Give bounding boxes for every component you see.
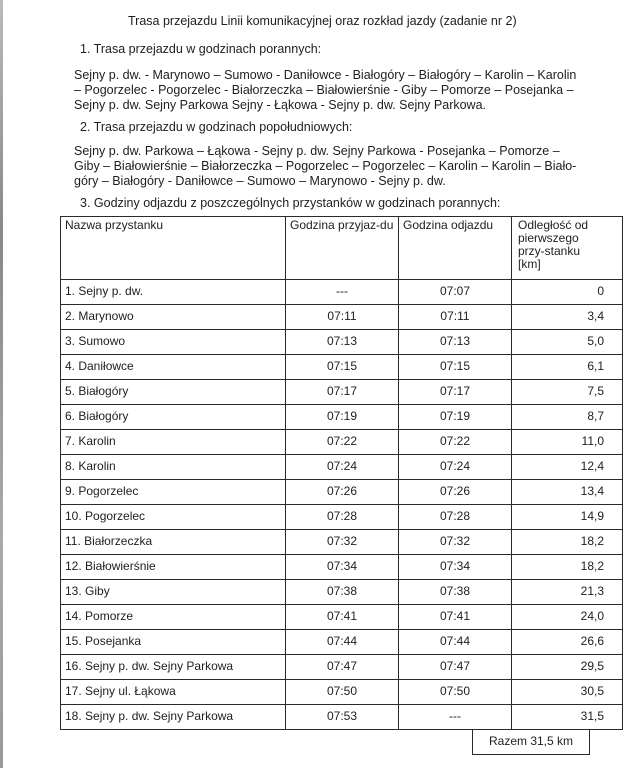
departure-time: 07:41	[439, 609, 471, 623]
distance-km: 6,1	[587, 359, 604, 373]
table-row	[61, 330, 623, 355]
stop-name: 10. Pogorzelec	[65, 509, 146, 523]
table-row	[61, 530, 623, 555]
departure-time: 07:38	[439, 584, 471, 598]
stop-name: 18. Sejny p. dw. Sejny Parkowa	[65, 709, 234, 723]
distance-km: 12,4	[580, 459, 604, 473]
table-row	[61, 380, 623, 405]
arrival-time: 07:47	[326, 659, 358, 673]
departure-time: 07:47	[439, 659, 471, 673]
header-departure: Godzina odjazdu	[399, 217, 512, 280]
departure-time: 07:15	[439, 359, 471, 373]
scan-edge	[0, 0, 3, 768]
section3-heading: 3. Godziny odjazdu z poszczególnych przystanków w godzinach porannych:	[80, 196, 501, 210]
distance-km: 3,4	[587, 309, 604, 323]
table-row	[61, 655, 623, 680]
distance-km: 5,0	[587, 334, 604, 348]
arrival-time: 07:24	[326, 459, 358, 473]
departure-time: 07:13	[439, 334, 471, 348]
arrival-time: ---	[336, 284, 348, 298]
departure-time: 07:32	[439, 534, 471, 548]
section2-heading: 2. Trasa przejazdu w godzinach popołudniowych:	[80, 120, 353, 134]
distance-km: 8,7	[587, 409, 604, 423]
stop-name: 17. Sejny ul. Łąkowa	[65, 684, 176, 698]
route-line: Sejny p. dw. Sejny Parkowa Sejny - Łąkowa - Sejny p. dw. Sejny Parkowa.	[74, 98, 487, 113]
distance-km: 0	[597, 284, 604, 298]
departure-time: 07:28	[439, 509, 471, 523]
arrival-time: 07:34	[326, 559, 358, 573]
arrival-time: 07:38	[326, 584, 358, 598]
header-name: Nazwa przystanku	[61, 217, 286, 280]
header-distance: Odległość od pierwszego przy-stanku [km]	[512, 217, 623, 280]
table-row	[61, 405, 623, 430]
document-title: Trasa przejazdu Linii komunikacyjnej oraz rozkład jazdy (zadanie nr 2)	[128, 14, 517, 28]
stop-name: 3. Sumowo	[65, 334, 126, 348]
section1-route	[74, 68, 576, 114]
distance-km: 18,2	[580, 534, 604, 548]
table-row	[61, 280, 623, 305]
route-line: Sejny p. dw. Parkowa – Łąkowa - Sejny p. dw. Sejny Parkowa - Posejanka – Pomorze –	[74, 144, 560, 158]
departure-time: 07:24	[439, 459, 471, 473]
arrival-time: 07:53	[326, 709, 358, 723]
departure-time: 07:07	[439, 284, 471, 298]
schedule-table	[60, 216, 623, 730]
departure-time: 07:26	[439, 484, 471, 498]
departure-time: 07:19	[439, 409, 471, 423]
table-row	[61, 355, 623, 380]
table-header-row	[61, 217, 623, 280]
distance-km: 11,0	[581, 434, 604, 448]
route-line: Giby – Białowierśnie – Białorzeczka – Pogorzelec – Pogorzelec – Karolin – Karolin – Biało-	[74, 159, 577, 174]
distance-km: 29,5	[580, 659, 604, 673]
total-distance: Razem 31,5 km	[472, 730, 590, 755]
arrival-time: 07:41	[326, 609, 358, 623]
arrival-time: 07:13	[326, 334, 358, 348]
distance-km: 21,3	[580, 584, 604, 598]
stop-name: 14. Pomorze	[65, 609, 134, 623]
route-line: Sejny p. dw. - Marynowo – Sumowo - Daniłowce - Białogóry – Białogóry – Karolin – Karolin	[74, 68, 577, 82]
route-line: góry – Białogóry - Daniłowce – Sumowo – Marynowo - Sejny p. dw.	[74, 174, 446, 189]
departure-time: ---	[449, 709, 461, 723]
distance-km: 13,4	[580, 484, 604, 498]
arrival-time: 07:32	[326, 534, 358, 548]
arrival-time: 07:50	[326, 684, 358, 698]
table-row	[61, 630, 623, 655]
distance-km: 24,0	[580, 609, 604, 623]
table-row	[61, 605, 623, 630]
arrival-time: 07:44	[326, 634, 358, 648]
arrival-time: 07:22	[326, 434, 358, 448]
table-row	[61, 705, 623, 730]
stop-name: 6. Białogóry	[65, 409, 129, 423]
route-line: – Pogorzelec - Pogorzelec - Białorzeczka – Białowierśnie - Giby – Pomorze – Posejanka –	[74, 83, 574, 98]
arrival-time: 07:19	[326, 409, 358, 423]
arrival-time: 07:15	[326, 359, 358, 373]
distance-km: 31,5	[580, 709, 604, 723]
section1-heading: 1. Trasa przejazdu w godzinach porannych:	[80, 42, 322, 56]
stop-name: 11. Białorzeczka	[65, 534, 153, 548]
departure-time: 07:44	[439, 634, 471, 648]
departure-time: 07:11	[440, 309, 470, 323]
arrival-time: 07:11	[327, 309, 357, 323]
stop-name: 1. Sejny p. dw.	[65, 284, 144, 298]
distance-km: 30,5	[580, 684, 604, 698]
table-row	[61, 555, 623, 580]
departure-time: 07:17	[439, 384, 471, 398]
stop-name: 2. Marynowo	[65, 309, 134, 323]
distance-km: 7,5	[587, 384, 604, 398]
distance-km: 18,2	[580, 559, 604, 573]
section2-route	[74, 144, 576, 190]
distance-km: 26,6	[580, 634, 604, 648]
table-row	[61, 455, 623, 480]
stop-name: 13. Giby	[65, 584, 110, 598]
departure-time: 07:22	[439, 434, 471, 448]
stop-name: 9. Pogorzelec	[65, 484, 139, 498]
stop-name: 15. Posejanka	[65, 634, 142, 648]
table-row	[61, 430, 623, 455]
stop-name: 8. Karolin	[65, 459, 116, 473]
table-row	[61, 480, 623, 505]
departure-time: 07:50	[439, 684, 471, 698]
arrival-time: 07:28	[326, 509, 358, 523]
table-row	[61, 505, 623, 530]
stop-name: 16. Sejny p. dw. Sejny Parkowa	[65, 659, 234, 673]
stop-name: 4. Daniłowce	[65, 359, 134, 373]
stop-name: 12. Białowierśnie	[65, 559, 156, 573]
stop-name: 5. Białogóry	[65, 384, 129, 398]
arrival-time: 07:17	[326, 384, 358, 398]
departure-time: 07:34	[439, 559, 471, 573]
table-row	[61, 680, 623, 705]
table-row	[61, 580, 623, 605]
arrival-time: 07:26	[326, 484, 358, 498]
stop-name: 7. Karolin	[65, 434, 116, 448]
header-arrival: Godzina przyjaz-du	[286, 217, 399, 280]
distance-km: 14,9	[580, 509, 604, 523]
table-row	[61, 305, 623, 330]
